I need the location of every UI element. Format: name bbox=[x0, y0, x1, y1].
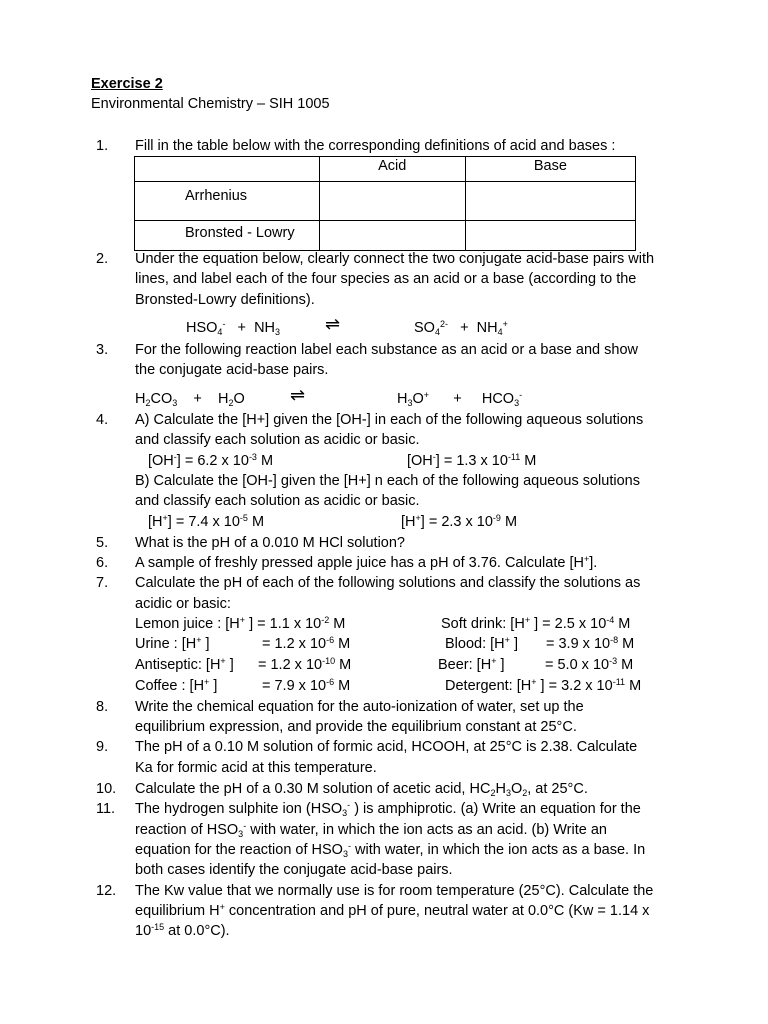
q7-urine-value: = 1.2 x $10^{-6}$ M bbox=[262, 635, 351, 652]
q4-b-line-1: B) Calculate the [OH-] given the [H+] n each of the following aqueous solutions bbox=[135, 473, 640, 489]
q10-text: Calculate the pH of a 0.30 M solution of acetic acid, $HC_2H_3O_2$, at 25°C. bbox=[135, 781, 588, 798]
table-cell-bronsted-base[interactable] bbox=[465, 221, 635, 251]
table-header-base: Base bbox=[465, 157, 635, 182]
table-corner-cell bbox=[135, 157, 320, 182]
table-cell-arrhenius-base[interactable] bbox=[465, 182, 635, 221]
q2-line-1: Under the equation below, clearly connect the two conjugate acid-base pairs with bbox=[135, 251, 655, 267]
q5-text: What is the pH of a 0.010 M HCl solution? bbox=[135, 535, 405, 551]
table-cell-arrhenius-acid[interactable] bbox=[319, 182, 465, 221]
q7-soft-drink: Soft drink: [H+ ] = 2.5 x $10^{-4}$ M bbox=[441, 615, 631, 632]
q11-line-3: equation for the reaction of $HSO_3^-$ with water, in which the ion acts as a base. In bbox=[135, 841, 646, 859]
q7-lemon-juice: Lemon juice : [H+ ] = 1.1 x $10^{-2}$ M bbox=[135, 615, 346, 632]
q12-line-3: $10^{-15}$ at 0.0°C). bbox=[135, 922, 230, 939]
q7-beer-value: = 5.0 x $10^{-3}$ M bbox=[545, 656, 634, 673]
q6-text: A sample of freshly pressed apple juice has a pH of 3.76. Calculate [H+]. bbox=[135, 554, 598, 571]
q2-number: 2. bbox=[96, 251, 109, 267]
q4-a-line-2: and classify each solution as acidic or basic. bbox=[135, 432, 420, 448]
q8-line-2: equilibrium expression, and provide the equilibrium constant at 25°C. bbox=[135, 719, 577, 735]
q12-line-1: The Kw value that we normally use is for room temperature (25°C). Calculate the bbox=[135, 883, 654, 899]
q7-urine-label: Urine : [H+ ] bbox=[135, 635, 210, 652]
q10-number: 10. bbox=[96, 781, 117, 797]
equation-2-products: $SO_4^{2-}$ + $NH_4^+$ bbox=[414, 319, 508, 337]
course-subtitle: Environmental Chemistry – SIH 1005 bbox=[91, 96, 330, 112]
q4-h-value-2: [H+] = 2.3 x $10^{-9}$ M bbox=[401, 513, 518, 530]
equation-3-products: $H_3O^+$ + $HCO_3^-$ bbox=[397, 390, 523, 408]
q12-line-2: equilibrium H+ concentration and pH of pure, neutral water at 0.0°C (Kw = 1.14 x bbox=[135, 902, 650, 919]
q1-text: Fill in the table below with the corresponding definitions of acid and bases : bbox=[135, 138, 616, 154]
q9-number: 9. bbox=[96, 739, 109, 755]
table-cell-bronsted-acid[interactable] bbox=[319, 221, 465, 251]
q3-line-2: the conjugate acid-base pairs. bbox=[135, 362, 329, 378]
equilibrium-arrow-icon: ⇌ bbox=[290, 385, 306, 405]
q6-number: 6. bbox=[96, 555, 109, 571]
q11-line-1: The hydrogen sulphite ion ($HSO_3^-$ ) is amphiprotic. (a) Write an equation for the bbox=[135, 800, 641, 818]
q4-b-line-2: and classify each solution as acidic or basic. bbox=[135, 493, 420, 509]
equilibrium-arrow-icon: ⇌ bbox=[325, 314, 341, 334]
q11-line-2: reaction of $HSO_3^-$ with water, in which the ion acts as an acid. (b) Write an bbox=[135, 821, 607, 839]
q7-line-1: Calculate the pH of each of the following solutions and classify the solutions as bbox=[135, 575, 641, 591]
q4-oh-value-1: [OH-] = 6.2 x $10^{-3}$ M bbox=[148, 452, 274, 469]
q3-number: 3. bbox=[96, 342, 109, 358]
q4-oh-value-2: [OH-] = 1.3 x $10^{-11}$ M bbox=[407, 452, 537, 469]
q7-antiseptic-label: Antiseptic: [H+ ] bbox=[135, 656, 234, 673]
q7-coffee-value: = 7.9 x $10^{-6}$ M bbox=[262, 677, 351, 694]
q4-number: 4. bbox=[96, 412, 109, 428]
q7-coffee-label: Coffee : [H+ ] bbox=[135, 677, 218, 694]
q12-number: 12. bbox=[96, 883, 117, 899]
equation-3-reactants: $H_2CO_3$ + $H_2O$ bbox=[135, 391, 245, 408]
q7-antiseptic-value: = 1.2 x $10^{-10}$ M bbox=[258, 656, 352, 673]
q8-line-1: Write the chemical equation for the auto-ionization of water, set up the bbox=[135, 699, 584, 715]
q7-number: 7. bbox=[96, 575, 109, 591]
q7-detergent: Detergent: [H+ ] = 3.2 x $10^{-11}$ M bbox=[445, 677, 642, 694]
q11-number: 11. bbox=[96, 801, 116, 817]
q3-line-1: For the following reaction label each substance as an acid or a base and show bbox=[135, 342, 638, 358]
q7-blood-label: Blood: [H+ ] bbox=[445, 635, 518, 652]
table-row-label-bronsted: Bronsted - Lowry bbox=[135, 221, 320, 251]
exercise-title: Exercise 2 bbox=[91, 76, 163, 92]
q8-number: 8. bbox=[96, 699, 109, 715]
q4-h-value-1: [H+] = 7.4 x $10^{-5}$ M bbox=[148, 513, 265, 530]
q11-line-4: both cases identify the conjugate acid-base pairs. bbox=[135, 862, 453, 878]
acid-base-definitions-table bbox=[134, 156, 636, 251]
q9-line-2: Ka for formic acid at this temperature. bbox=[135, 760, 377, 776]
q1-number: 1. bbox=[96, 138, 109, 154]
equation-2-reactants: $HSO_4^-$ + $NH_3$ bbox=[186, 319, 281, 337]
q2-line-3: Bronsted-Lowry definitions). bbox=[135, 292, 315, 308]
table-header-acid: Acid bbox=[319, 157, 465, 182]
q7-blood-value: = 3.9 x $10^{-8}$ M bbox=[546, 635, 635, 652]
q9-line-1: The pH of a 0.10 M solution of formic acid, HCOOH, at 25°C is 2.38. Calculate bbox=[135, 739, 638, 755]
q4-a-line-1: A) Calculate the [H+] given the [OH-] in each of the following aqueous solutions bbox=[135, 412, 644, 428]
q7-line-2: acidic or basic: bbox=[135, 596, 231, 612]
table-row-label-arrhenius: Arrhenius bbox=[135, 182, 320, 221]
q2-line-2: lines, and label each of the four species as an acid or a base (according to the bbox=[135, 271, 637, 287]
q5-number: 5. bbox=[96, 535, 109, 551]
q7-beer-label: Beer: [H+ ] bbox=[438, 656, 505, 673]
